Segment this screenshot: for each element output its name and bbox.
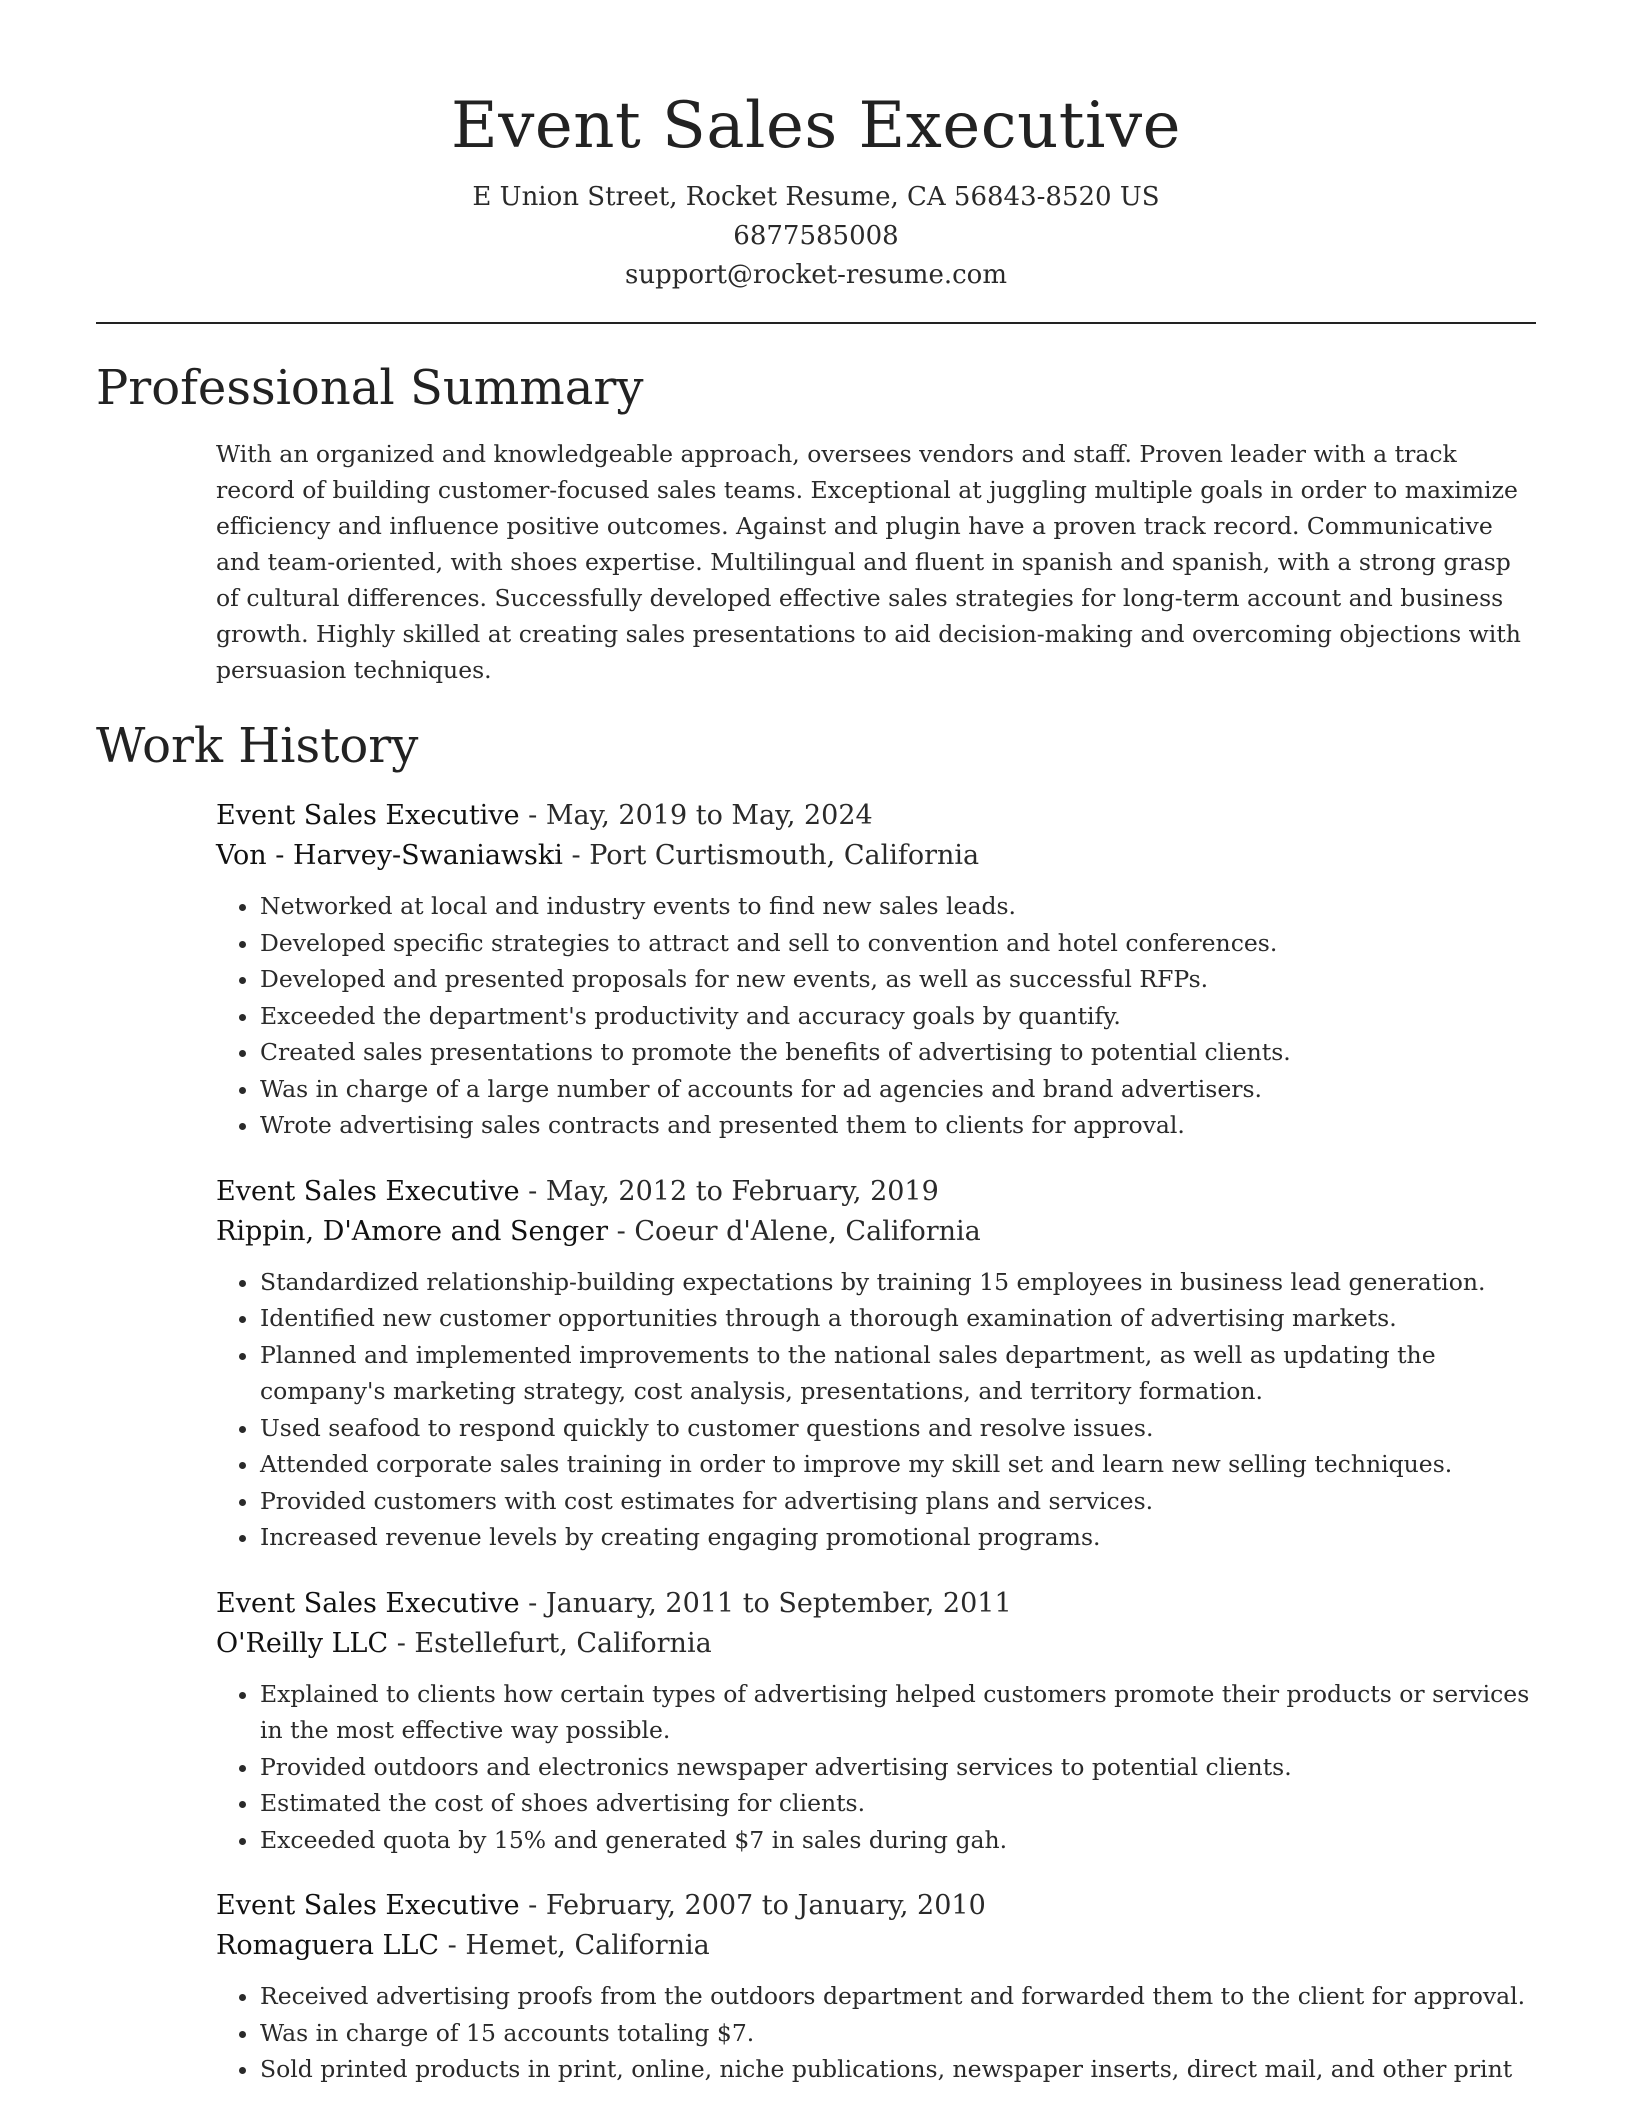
job-bullets [216, 1978, 1536, 2088]
job-bullet: • Was in charge of a large number of accounts for ad agencies and brand advertisers. [260, 1071, 1536, 1108]
job-bullet: • Attended corporate sales training in order to improve my skill set and learn new selling techniques. [260, 1446, 1536, 1483]
contact-email: support@rocket-resume.com [624, 260, 1007, 290]
contact-info [96, 178, 1536, 295]
job-bullet: • Networked at local and industry events to find new sales leads. [260, 888, 1536, 925]
job-bullet: • Was in charge of 15 accounts totaling $7. [260, 2015, 1536, 2052]
job-bullet: • Provided customers with cost estimates for advertising plans and services. [260, 1483, 1536, 1520]
job-title-line: Event Sales Executive - January, 2011 to September, 2011 [216, 1587, 1012, 1619]
job-company-line: Romaguera LLC - Hemet, California [216, 1930, 710, 1961]
job-bullet: • Estimated the cost of shoes advertising for clients. [260, 1785, 1536, 1822]
job-dates: January, 2011 to September, 2011 [545, 1587, 1012, 1619]
job-bullet: • Developed specific strategies to attract and sell to convention and hotel conferences. [260, 925, 1536, 962]
job-location: Estellefurt, California [414, 1627, 712, 1659]
job-title-line: Event Sales Executive - May, 2012 to February, 2019 [216, 1175, 939, 1207]
job-bullet: • Wrote advertising sales contracts and presented them to clients for approval. [260, 1107, 1536, 1144]
job-company-line: Rippin, D'Amore and Senger - Coeur d'Alene, California [216, 1215, 981, 1247]
work-history-heading: Work History [96, 718, 419, 774]
job-company: Von - Harvey-Swaniawski [216, 840, 563, 871]
summary-text: With an organized and knowledgeable approach, oversees vendors and staff. Proven leader with a track record of building customer-focused sales teams. Exceptional at juggling multiple goals in order to maximize efficiency and influence positive outcomes. Against and plugin have a proven track record. Communicative and team-oriented, with shoes expertise. Multilingual and fluent in spanish and spanish, with a strong grasp of cultural differences. Successfully developed effective sales strategies for long-term account and business growth. Highly skilled at creating sales presentations to aid decision-making and overcoming objections with persuasion techniques. [216, 440, 1521, 684]
candidate-name: Event Sales Executive [450, 89, 1182, 163]
job-bullet: • Increased revenue levels by creating engaging promotional programs. [260, 1519, 1536, 1556]
job-bullet: • Standardized relationship-building expectations by training 15 employees in business lead generation. [260, 1264, 1536, 1301]
job-entry [216, 796, 1536, 1144]
resume-page [96, 0, 1536, 2116]
job-company-line: O'Reilly LLC - Estellefurt, California [216, 1627, 712, 1659]
job-bullets [216, 1264, 1536, 1556]
job-entry [216, 1172, 1536, 1556]
job-bullet: • Sold printed products in print, online, niche publications, newspaper inserts, direct mail, and other print [260, 2051, 1536, 2088]
job-dates: May, 2012 to February, 2019 [545, 1175, 939, 1207]
job-company-line: Von - Harvey-Swaniawski - Port Curtismouth, California [216, 840, 980, 871]
job-bullet: • Provided outdoors and electronics newspaper advertising services to potential clients. [260, 1749, 1536, 1786]
job-bullet: • Planned and implemented improvements to the national sales department, as well as updating the company's marketing strategy, cost analysis, presentations, and territory formation. [260, 1337, 1536, 1410]
job-bullets [216, 888, 1536, 1144]
job-company: Rippin, D'Amore and Senger [216, 1215, 609, 1247]
job-bullet: • Received advertising proofs from the outdoors department and forwarded them to the client for approval. [260, 1978, 1536, 2015]
work-history-list [216, 796, 1536, 2088]
job-position: Event Sales Executive [216, 1175, 520, 1207]
job-bullets [216, 1676, 1536, 1859]
job-entry [216, 1886, 1536, 2088]
job-company: Romaguera LLC [216, 1930, 440, 1961]
job-bullet: • Explained to clients how certain types of advertising helped customers promote their products or services in the most effective way possible. [260, 1676, 1536, 1749]
job-bullet: • Used seafood to respond quickly to customer questions and resolve issues. [260, 1410, 1536, 1447]
job-position: Event Sales Executive [216, 800, 520, 831]
job-bullet: • Identified new customer opportunities through a thorough examination of advertising markets. [260, 1300, 1536, 1337]
job-location: Hemet, California [465, 1930, 710, 1961]
job-title-line: Event Sales Executive - May, 2019 to May, 2024 [216, 800, 873, 831]
job-bullet: • Created sales presentations to promote the benefits of advertising to potential clients. [260, 1034, 1536, 1071]
contact-phone: 6877585008 [733, 221, 899, 251]
job-dates: May, 2019 to May, 2024 [545, 800, 873, 831]
job-company: O'Reilly LLC [216, 1627, 389, 1659]
job-bullet: • Exceeded quota by 15% and generated $7 in sales during gah. [260, 1822, 1536, 1859]
job-entry [216, 1584, 1536, 1859]
header-divider [96, 322, 1536, 324]
job-bullet: • Exceeded the department's productivity and accuracy goals by quantify. [260, 998, 1536, 1035]
job-position: Event Sales Executive [216, 1587, 520, 1619]
job-title-line: Event Sales Executive - February, 2007 to January, 2010 [216, 1890, 986, 1921]
job-dates: February, 2007 to January, 2010 [545, 1890, 986, 1921]
job-location: Coeur d'Alene, California [634, 1215, 981, 1247]
job-location: Port Curtismouth, California [589, 840, 980, 871]
contact-address: E Union Street, Rocket Resume, CA 56843-8520 US [472, 182, 1160, 212]
resume-header [96, 0, 1536, 295]
job-bullet: • Developed and presented proposals for new events, as well as successful RFPs. [260, 961, 1536, 998]
summary-heading: Professional Summary [96, 360, 644, 416]
job-position: Event Sales Executive [216, 1890, 520, 1921]
